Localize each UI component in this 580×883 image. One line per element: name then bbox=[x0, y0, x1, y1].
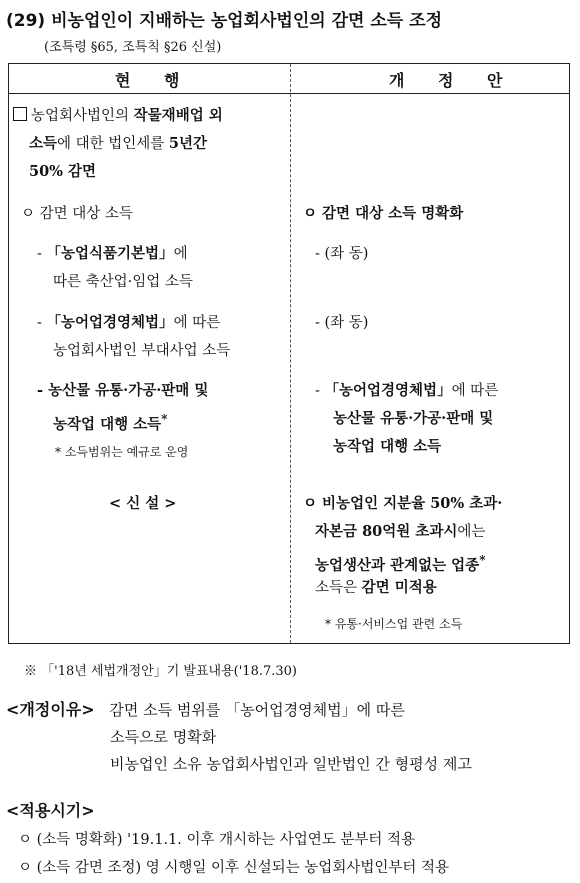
current-item2b-line2: 농업회사법인 부대사업 소득 bbox=[53, 343, 231, 359]
column-divider bbox=[290, 64, 291, 643]
apply-line1: ㅇ (소득 명확화) '19.1.1. 이후 개시하는 사업연도 분부터 적용 bbox=[18, 832, 416, 848]
apply-label: <적용시기> bbox=[6, 801, 95, 820]
announcement-note: ※ 「'18년 세법개정안」기 발표내용('18.7.30) bbox=[24, 664, 297, 679]
revised-item2c: - 「농어업경영체법」에 따른 bbox=[315, 382, 499, 399]
current-item2: ㅇ 감면 대상 소득 bbox=[21, 206, 133, 222]
header-current: 현 행 bbox=[115, 71, 194, 90]
revised-item2c-line2: 농산물 유통·가공·판매 및 bbox=[333, 410, 494, 427]
apply-line2: ㅇ (소득 감면 조정) 영 시행일 이후 신설되는 농업회사법인부터 적용 bbox=[18, 860, 449, 876]
reason-line3: 비농업인 소유 농업회사법인과 일반법인 간 형평성 제고 bbox=[110, 755, 472, 773]
revised-new1: ㅇ 비농업인 지분율 50% 초과· bbox=[303, 495, 503, 512]
reason-section bbox=[6, 696, 472, 778]
revised-same2: - (좌 동) bbox=[315, 315, 369, 331]
current-item2b: - 「농어업경영체법」에 따른 bbox=[37, 314, 221, 331]
header-revised: 개 정 안 bbox=[389, 71, 517, 90]
current-item2c-note: * 소득범위는 예규로 운영 bbox=[55, 445, 189, 459]
page-title: (29) 비농업인이 지배하는 농업회사법인의 감면 소득 조정 bbox=[6, 11, 442, 31]
revised-new2: 자본금 80억원 초과시에는 bbox=[315, 523, 486, 540]
legal-basis: (조특령 §65, 조특칙 §26 신설) bbox=[44, 40, 222, 55]
revised-new-note: * 유통·서비스업 관련 소득 bbox=[325, 617, 463, 631]
current-item2c: - 농산물 유통·가공·판매 및 bbox=[37, 382, 209, 399]
reason-line1: 감면 소득 범위를 「농어업경영체법」에 따른 bbox=[109, 701, 405, 719]
reason-line2: 소득으로 명확화 bbox=[110, 728, 217, 746]
checkbox-square-icon bbox=[13, 107, 27, 121]
revised-item2: ㅇ 감면 대상 소득 명확화 bbox=[303, 205, 464, 222]
new-provision-mark: < 신 설 > bbox=[109, 495, 177, 512]
reason-label: <개정이유> bbox=[6, 700, 95, 719]
revised-same1: - (좌 동) bbox=[315, 246, 369, 262]
revised-new3: 농업생산과 관계없는 업종* bbox=[315, 553, 486, 574]
current-item2a: - 「농업식품기본법」에 bbox=[37, 245, 188, 262]
current-item1: 농업회사법인의 작물재배업 외 bbox=[13, 102, 223, 130]
current-item2a-line2: 따른 축산업·임업 소득 bbox=[53, 274, 193, 290]
current-item2c-line2: 농작업 대행 소득* bbox=[53, 412, 168, 433]
current-item1-line2: 소득에 대한 법인세를 5년간 bbox=[29, 135, 208, 152]
revised-new4: 소득은 감면 미적용 bbox=[315, 579, 437, 596]
revised-item2c-line3: 농작업 대행 소득 bbox=[333, 438, 442, 455]
current-item1-line3: 50% 감면 bbox=[29, 163, 97, 180]
comparison-table bbox=[8, 63, 570, 644]
header-divider bbox=[9, 93, 569, 94]
